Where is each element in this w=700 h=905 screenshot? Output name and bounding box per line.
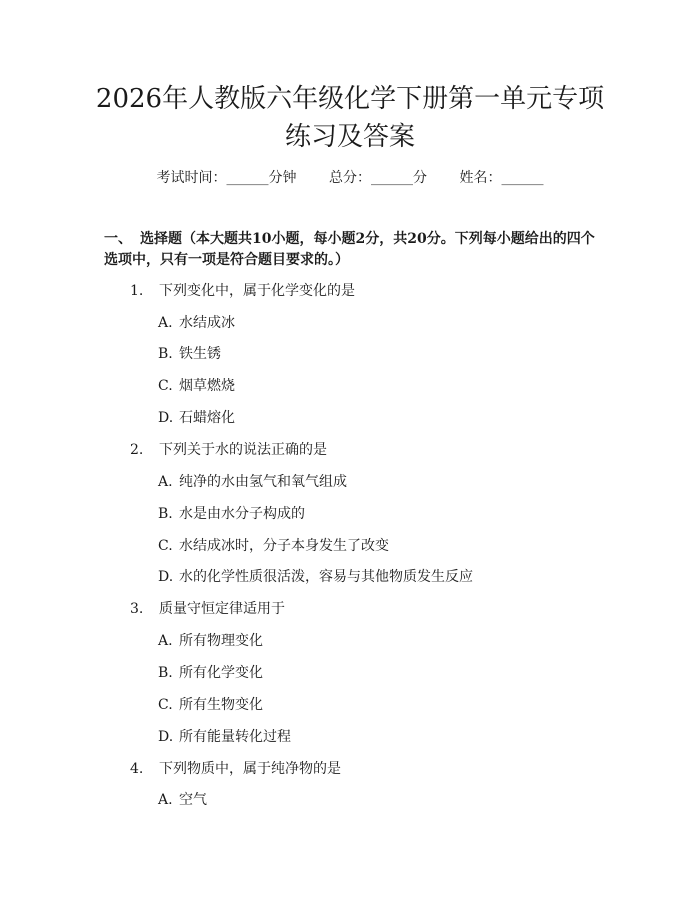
option bbox=[158, 695, 263, 715]
question-text: 下列变化中，属于化学变化的是 bbox=[159, 283, 355, 299]
option bbox=[158, 344, 221, 364]
option bbox=[158, 504, 305, 524]
option-text: 水结成冰时，分子本身发生了改变 bbox=[179, 538, 389, 554]
question-number: 3. bbox=[130, 601, 144, 617]
option-label: B. bbox=[158, 665, 173, 681]
title-line-1: 2026年人教版六年级化学下册第一单元专项 bbox=[95, 84, 605, 114]
title-line-2: 练习及答案 bbox=[284, 122, 415, 152]
option bbox=[158, 567, 473, 587]
question-1 bbox=[130, 281, 355, 301]
option-label: D. bbox=[158, 729, 174, 745]
option-label: A. bbox=[158, 792, 173, 808]
question-text: 下列关于水的说法正确的是 bbox=[159, 442, 327, 458]
option-text: 水是由水分子构成的 bbox=[179, 506, 305, 522]
option-label: C. bbox=[158, 538, 173, 554]
option-label: B. bbox=[158, 346, 173, 362]
option-text: 石蜡熔化 bbox=[179, 410, 235, 426]
option bbox=[158, 631, 263, 651]
option-label: A. bbox=[158, 315, 173, 331]
option bbox=[158, 727, 291, 747]
option-label: C. bbox=[158, 378, 173, 394]
option-text: 空气 bbox=[179, 792, 207, 808]
exam-score: 总分：______分 bbox=[329, 170, 427, 186]
question-3 bbox=[130, 599, 285, 619]
option-label: B. bbox=[158, 506, 173, 522]
question-2 bbox=[130, 440, 327, 460]
option bbox=[158, 472, 347, 492]
option-text: 所有能量转化过程 bbox=[179, 729, 291, 745]
option-text: 纯净的水由氢气和氧气组成 bbox=[179, 474, 347, 490]
document-title bbox=[60, 80, 640, 156]
option bbox=[158, 313, 235, 333]
exam-time: 考试时间：______分钟 bbox=[156, 170, 297, 186]
question-number: 2. bbox=[130, 442, 144, 458]
question-text: 下列物质中，属于纯净物的是 bbox=[159, 761, 341, 777]
option-text: 烟草燃烧 bbox=[179, 378, 235, 394]
section-text: 选择题（本大题共10小题，每小题2分，共20分。下列每小题给出的四个选项中，只有一项是符合题目要求的。） bbox=[104, 231, 595, 268]
option bbox=[158, 663, 263, 683]
question-text: 质量守恒定律适用于 bbox=[159, 601, 285, 617]
section-heading bbox=[104, 229, 604, 271]
question-number: 1. bbox=[130, 283, 144, 299]
option-text: 铁生锈 bbox=[179, 346, 221, 362]
option-text: 所有生物变化 bbox=[179, 697, 263, 713]
option-text: 所有物理变化 bbox=[179, 633, 263, 649]
section-number: 一、 bbox=[104, 231, 132, 247]
option-label: C. bbox=[158, 697, 173, 713]
option bbox=[158, 790, 207, 810]
option bbox=[158, 536, 389, 556]
option bbox=[158, 408, 235, 428]
option-label: A. bbox=[158, 633, 173, 649]
question-number: 4. bbox=[130, 761, 144, 777]
option-label: D. bbox=[158, 410, 174, 426]
option-text: 水结成冰 bbox=[179, 315, 235, 331]
option bbox=[158, 376, 235, 396]
option-label: D. bbox=[158, 569, 174, 585]
option-text: 水的化学性质很活泼，容易与其他物质发生反应 bbox=[179, 569, 473, 585]
option-label: A. bbox=[158, 474, 173, 490]
question-4 bbox=[130, 759, 341, 779]
exam-name: 姓名：______ bbox=[459, 170, 544, 186]
option-text: 所有化学变化 bbox=[179, 665, 263, 681]
exam-meta bbox=[0, 168, 700, 188]
